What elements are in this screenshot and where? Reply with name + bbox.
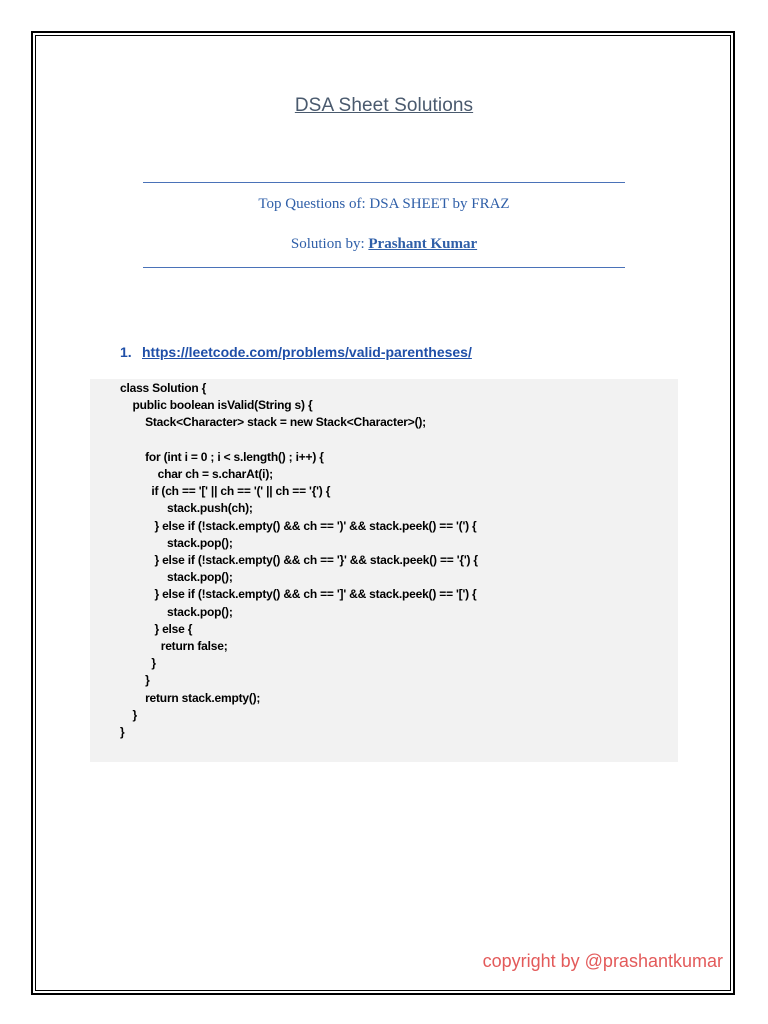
document-title: DSA Sheet Solutions — [294, 95, 474, 116]
code-line: stack.pop(); — [120, 535, 233, 550]
code-line: } else if (!stack.empty() && ch == ')' && stack.peek() == '(') { — [120, 518, 477, 533]
question-item — [120, 344, 472, 360]
code-line: } else if (!stack.empty() && ch == ']' && stack.peek() == '[') { — [120, 587, 477, 602]
question-number: 1. — [120, 344, 132, 360]
subtitle-author-line — [0, 236, 768, 253]
code-line: return stack.empty(); — [120, 690, 261, 705]
question-link[interactable]: https://leetcode.com/problems/valid-parentheses/ — [142, 344, 472, 360]
code-line: } — [120, 656, 156, 671]
copyright-watermark: copyright by @prashantkumar — [482, 951, 723, 971]
code-line: public boolean isValid(String s) { — [120, 398, 313, 413]
code-line: char ch = s.charAt(i); — [120, 467, 273, 481]
code-line: } — [120, 707, 138, 722]
divider-top — [143, 182, 625, 183]
code-line: class Solution { — [120, 381, 207, 395]
code-line: } — [120, 725, 125, 739]
divider-bottom — [143, 267, 625, 268]
author-link[interactable]: Prashant Kumar — [368, 236, 478, 252]
solution-by-label: Solution by: — [290, 236, 369, 252]
code-line: return false; — [120, 639, 228, 653]
code-line: } else { — [120, 621, 193, 636]
code-line: for (int i = 0 ; i < s.length() ; i++) { — [120, 449, 324, 464]
code-line: Stack<Character> stack = new Stack<Character>(); — [120, 415, 426, 430]
code-line: stack.pop(); — [120, 570, 233, 585]
code-line: stack.pop(); — [120, 604, 233, 619]
code-line: } else if (!stack.empty() && ch == '}' && stack.peek() == '{') { — [120, 553, 478, 567]
code-line: } — [120, 673, 150, 688]
code-line: stack.push(ch); — [120, 501, 253, 516]
subtitle-questions: Top Questions of: DSA SHEET by FRAZ — [258, 196, 510, 212]
code-line: if (ch == '[' || ch == '(' || ch == '{') { — [120, 484, 331, 499]
